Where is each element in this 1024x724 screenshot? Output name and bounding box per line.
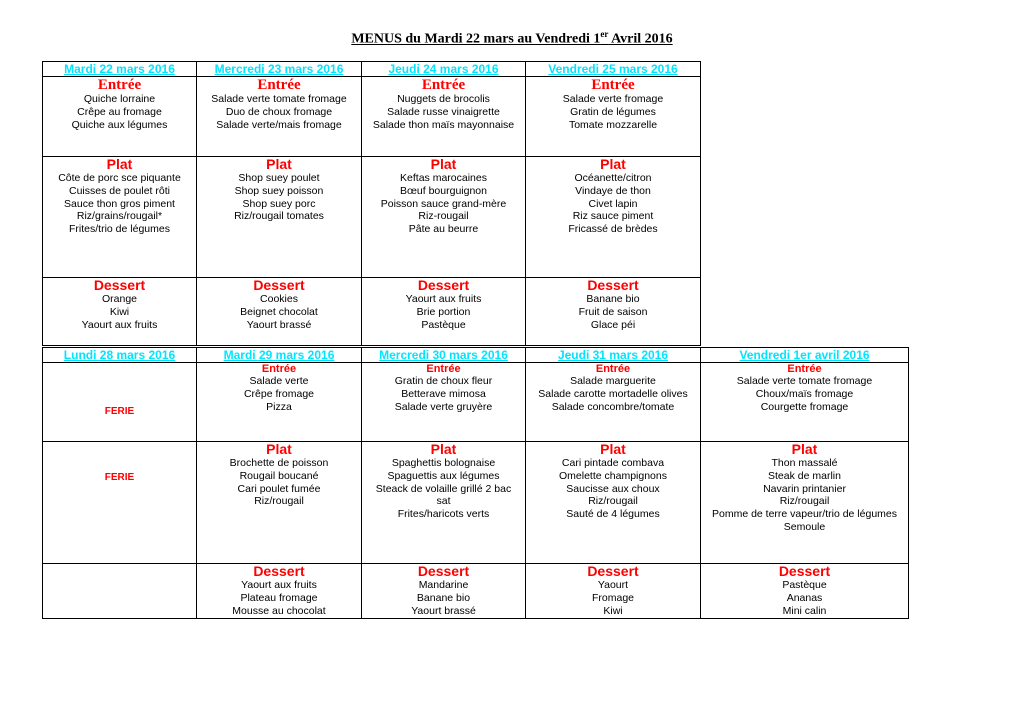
entree-label: Entrée bbox=[591, 77, 635, 93]
empty-cell bbox=[43, 564, 197, 619]
menu-item: Steak de marlin bbox=[768, 469, 841, 482]
menu-item: Salade verte bbox=[249, 375, 309, 387]
plat-cell bbox=[362, 157, 526, 278]
menu-item: Yaourt aux fruits bbox=[405, 293, 482, 305]
plat-cell bbox=[701, 442, 909, 564]
day-header: Jeudi 31 mars 2016 bbox=[526, 348, 701, 363]
menu-item: Salade verte/mais fromage bbox=[216, 118, 342, 131]
menu-item: Pâte au beurre bbox=[408, 223, 479, 236]
menu-item: Civet lapin bbox=[588, 197, 638, 210]
menu-item: Salade thon maïs mayonnaise bbox=[372, 118, 515, 131]
page-title: MENUS du Mardi 22 mars au Vendredi 1er Avril 2016 bbox=[351, 29, 673, 47]
menu-item: Navarin printanier bbox=[763, 482, 846, 495]
entree-cell bbox=[197, 77, 362, 157]
menu-item: Kiwi bbox=[603, 604, 623, 617]
ferie-cell bbox=[43, 442, 197, 564]
menu-item: Yaourt bbox=[597, 579, 629, 591]
ferie-label: FERIE bbox=[104, 406, 135, 417]
menu-item: Glace péi bbox=[590, 318, 636, 331]
day-header: Vendredi 1er avril 2016 bbox=[701, 348, 909, 363]
plat-label: Plat bbox=[266, 156, 292, 172]
menu-item: Rougail boucané bbox=[239, 469, 319, 482]
menu-item: Sauté de 4 légumes bbox=[566, 508, 660, 521]
entree-cell bbox=[526, 77, 701, 157]
menu-item: Tomate mozzarelle bbox=[568, 118, 658, 131]
entree-cell bbox=[362, 363, 526, 442]
entree-cell bbox=[701, 363, 909, 442]
menu-item: Salade verte tomate fromage bbox=[211, 93, 347, 105]
week2-menu-table bbox=[42, 347, 909, 619]
menu-item: Salade russe vinaigrette bbox=[387, 105, 500, 118]
menu-item: Kiwi bbox=[109, 305, 130, 318]
menu-item: Shop suey poisson bbox=[234, 184, 324, 197]
entree-label: Entrée bbox=[787, 363, 822, 375]
menu-item: Poisson sauce grand-mère bbox=[380, 197, 507, 210]
menu-item: Fromage bbox=[591, 591, 634, 604]
plat-cell bbox=[526, 442, 701, 564]
menu-item: Riz/rougail tomates bbox=[234, 210, 324, 223]
menu-item: Plateau fromage bbox=[240, 591, 318, 604]
plat-label: Plat bbox=[600, 441, 626, 457]
menu-item: Pomme de terre vapeur/trio de légumes bbox=[711, 508, 897, 521]
dessert-label: Dessert bbox=[417, 277, 470, 293]
menu-item: Fruit de saison bbox=[578, 305, 648, 318]
entree-cell bbox=[362, 77, 526, 157]
menu-item: Océanette/citron bbox=[574, 172, 652, 184]
menu-item: Pastèque bbox=[421, 318, 466, 331]
dessert-cell bbox=[526, 564, 701, 619]
day-header: Lundi 28 mars 2016 bbox=[43, 348, 197, 363]
entree-label: Entrée bbox=[421, 77, 466, 93]
plat-label: Plat bbox=[430, 156, 457, 172]
day-header: Mardi 22 mars 2016 bbox=[43, 62, 197, 77]
menu-item: Riz-rougail bbox=[418, 210, 469, 223]
plat-label: Plat bbox=[600, 156, 626, 172]
dessert-label: Dessert bbox=[253, 563, 305, 579]
menu-item: Courgette fromage bbox=[760, 400, 849, 413]
dessert-cell bbox=[526, 278, 701, 346]
menu-item: Cari poulet fumée bbox=[237, 482, 321, 495]
menu-item: Quiche aux légumes bbox=[71, 118, 168, 131]
day-header: Mardi 29 mars 2016 bbox=[197, 348, 362, 363]
menu-item: Frites/haricots verts bbox=[397, 508, 490, 521]
menu-item: Banane bio bbox=[416, 591, 471, 604]
menu-item: Shop suey poulet bbox=[238, 172, 320, 184]
dessert-cell bbox=[362, 564, 526, 619]
menu-item: Cookies bbox=[260, 293, 298, 305]
menu-item: Betterave mimosa bbox=[401, 387, 486, 400]
menu-item: Keftas marocaines bbox=[400, 172, 487, 184]
plat-label: Plat bbox=[791, 441, 818, 457]
menu-item: Crêpe au fromage bbox=[77, 105, 162, 118]
menu-item: Omelette champignons bbox=[559, 469, 667, 482]
menu-item: Steack de volaille grillé 2 bac bbox=[375, 482, 512, 495]
menu-item: Riz sauce piment bbox=[572, 210, 654, 223]
dessert-cell bbox=[701, 564, 909, 619]
menu-item: Yaourt aux fruits bbox=[81, 318, 158, 331]
entree-cell bbox=[526, 363, 701, 442]
dessert-label: Dessert bbox=[778, 563, 831, 579]
menu-item: Frites/trio de légumes bbox=[69, 223, 170, 236]
menu-item: Yaourt brassé bbox=[246, 318, 312, 331]
menu-item: Mini calin bbox=[782, 604, 827, 617]
menu-item: Vindaye de thon bbox=[575, 184, 651, 197]
day-header: Vendredi 25 mars 2016 bbox=[526, 62, 701, 77]
entree-cell bbox=[43, 77, 197, 157]
menu-item: Fricassé de brèdes bbox=[568, 223, 658, 236]
menu-item: Pizza bbox=[266, 400, 292, 413]
dessert-label: Dessert bbox=[93, 277, 146, 293]
dessert-label: Dessert bbox=[253, 277, 305, 293]
menu-item: Semoule bbox=[783, 520, 826, 533]
menu-item: Yaourt brassé bbox=[411, 604, 476, 617]
menu-item: Sauce thon gros piment bbox=[64, 197, 175, 210]
menu-item: Yaourt aux fruits bbox=[241, 579, 317, 591]
menu-item: Salade carotte mortadelle olives bbox=[538, 387, 688, 400]
menu-item: Salade verte gruyère bbox=[394, 400, 493, 413]
menu-item: Crêpe fromage bbox=[243, 387, 315, 400]
menu-item: Saucisse aux choux bbox=[566, 482, 660, 495]
menu-item: Brochette de poisson bbox=[229, 457, 329, 469]
day-header: Mercredi 23 mars 2016 bbox=[197, 62, 362, 77]
dessert-cell bbox=[362, 278, 526, 346]
menu-item: Mandarine bbox=[418, 579, 469, 591]
menu-item: Cari pintade combava bbox=[561, 457, 665, 469]
plat-cell bbox=[362, 442, 526, 564]
dessert-cell bbox=[197, 278, 362, 346]
menu-item: Thon massalé bbox=[771, 457, 838, 469]
entree-label: Entrée bbox=[426, 363, 461, 375]
menu-item: Riz/rougail bbox=[588, 495, 638, 508]
plat-cell bbox=[197, 442, 362, 564]
dessert-label: Dessert bbox=[417, 563, 470, 579]
day-header: Jeudi 24 mars 2016 bbox=[362, 62, 526, 77]
menu-item: sat bbox=[436, 495, 451, 508]
menu-item: Beignet chocolat bbox=[240, 305, 318, 318]
menu-item: Riz/rougail bbox=[779, 495, 830, 508]
plat-cell bbox=[526, 157, 701, 278]
plat-label: Plat bbox=[266, 441, 292, 457]
menu-item: Spaghettis bolognaise bbox=[391, 457, 496, 469]
menu-item: Gratin de choux fleur bbox=[394, 375, 493, 387]
week1-menu-table bbox=[42, 61, 701, 346]
dessert-label: Dessert bbox=[587, 277, 639, 293]
menu-item: Pastèque bbox=[782, 579, 827, 591]
menu-item: Salade verte tomate fromage bbox=[736, 375, 873, 387]
menu-item: Ananas bbox=[786, 591, 823, 604]
menu-item: Nuggets de brocolis bbox=[397, 93, 490, 105]
menu-item: Riz/grains/rougail* bbox=[76, 210, 163, 223]
plat-cell bbox=[197, 157, 362, 278]
ferie-cell bbox=[43, 363, 197, 442]
entree-label: Entrée bbox=[595, 363, 631, 375]
menu-item: Salade marguerite bbox=[570, 375, 656, 387]
dessert-cell bbox=[43, 278, 197, 346]
menu-item: Brie portion bbox=[416, 305, 471, 318]
dessert-label: Dessert bbox=[587, 563, 639, 579]
menu-item: Cuisses de poulet rôti bbox=[69, 184, 170, 197]
menu-item: Riz/rougail bbox=[254, 495, 304, 508]
entree-label: Entrée bbox=[257, 77, 301, 93]
menu-item: Choux/maïs fromage bbox=[755, 387, 854, 400]
menu-item: Bœuf bourguignon bbox=[400, 184, 487, 197]
plat-label: Plat bbox=[106, 156, 133, 172]
menu-item: Orange bbox=[101, 293, 138, 305]
dessert-cell bbox=[197, 564, 362, 619]
plat-label: Plat bbox=[430, 441, 457, 457]
menu-item: Duo de choux fromage bbox=[225, 105, 333, 118]
menu-item: Gratin de légumes bbox=[570, 105, 656, 118]
menu-item: Mousse au chocolat bbox=[232, 604, 326, 617]
menu-item: Banane bio bbox=[586, 293, 640, 305]
menu-item: Spaguettis aux légumes bbox=[387, 469, 500, 482]
menu-item: Côte de porc sce piquante bbox=[58, 172, 181, 184]
entree-cell bbox=[197, 363, 362, 442]
menu-item: Shop suey porc bbox=[242, 197, 316, 210]
entree-label: Entrée bbox=[261, 363, 297, 375]
ferie-label: FERIE bbox=[104, 472, 135, 483]
menu-item: Quiche lorraine bbox=[83, 93, 156, 105]
menu-item: Salade concombre/tomate bbox=[551, 400, 675, 413]
entree-label: Entrée bbox=[97, 77, 142, 93]
day-header: Mercredi 30 mars 2016 bbox=[362, 348, 526, 363]
plat-cell bbox=[43, 157, 197, 278]
menu-item: Salade verte fromage bbox=[562, 93, 664, 105]
